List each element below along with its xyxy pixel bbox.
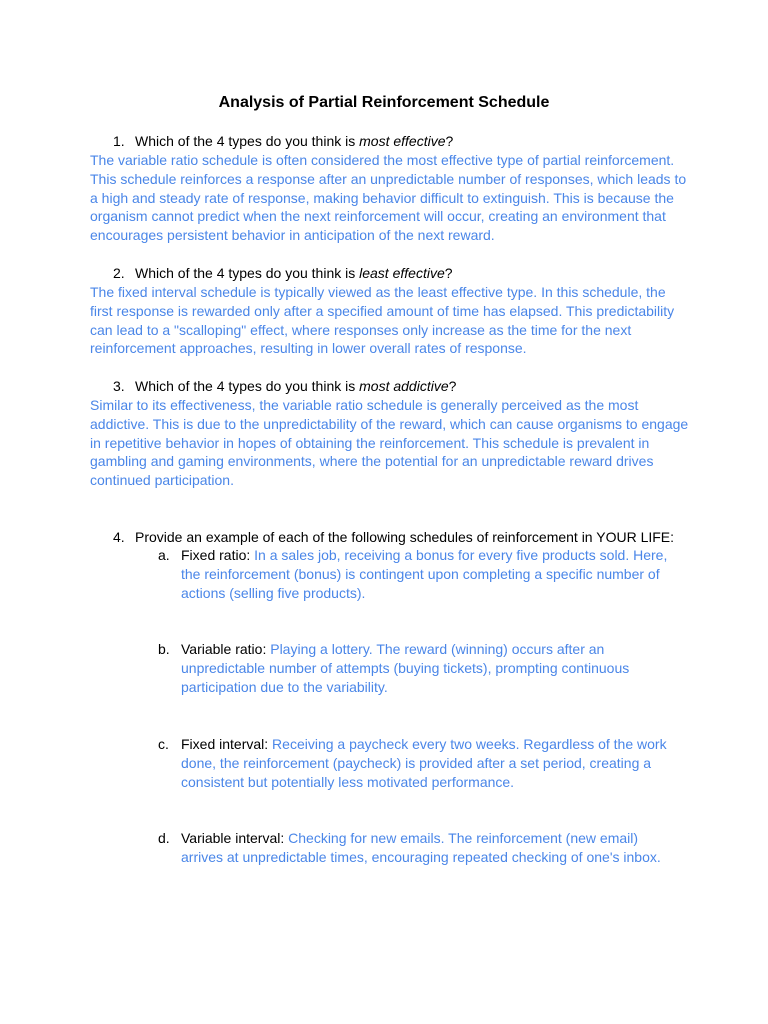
question-text: Provide an example of each of the following schedules of reinforcement in YOUR LIFE: [135,529,675,545]
item-label: Fixed interval: [181,736,273,752]
answer-2: The fixed interval schedule is typically viewed as the least effective type. In this schedule, the first response is rewarded only after a specified amount of time has elapsed. This predictability can lead to a "scalloping" effect, where responses only increase as the time for the next reinforcement approaches, resulting in lower overall rates of response. [90,284,675,357]
item-letter: c. [158,736,169,752]
item-answer: Checking for new emails. The reinforcement (new email) arrives at unpredictable times, encouraging repeated checking of one's inbox. [181,830,661,865]
question-number: 3. [113,378,125,394]
question-1 [113,132,733,151]
question-prefix: Which of the 4 types do you think is [135,378,360,394]
question-emphasis: most effective [359,133,446,149]
item-answer: Receiving a paycheck every two weeks. Regardless of the work done, the reinforcement (paycheck) is provided after a set period, creating a consistent but potentially less motivated performance. [181,736,667,790]
question-suffix: ? [448,378,457,394]
item-answer: In a sales job, receiving a bonus for every five products sold. Here, the reinforcement (bonus) is contingent upon completing a specific number of actions (selling five products). [181,547,668,601]
question-emphasis: most addictive [359,378,449,394]
question-prefix: Which of the 4 types do you think is [135,265,360,281]
question-2 [113,264,733,283]
item-letter: d. [158,830,170,846]
question-prefix: Which of the 4 types do you think is [135,133,360,149]
example-variable-ratio [158,640,678,696]
question-emphasis: least effective [359,265,445,281]
example-fixed-interval [158,735,678,791]
example-variable-interval [158,829,678,867]
question-3 [113,377,733,396]
question-suffix: ? [444,265,453,281]
question-4 [113,528,733,547]
item-answer: Playing a lottery. The reward (winning) occurs after an unpredictable number of attempts (buying tickets), prompting continuous participation due to the variability. [181,641,630,695]
document-title: Analysis of Partial Reinforcement Schedule [218,94,550,111]
item-letter: b. [158,641,170,657]
answer-1: The variable ratio schedule is often considered the most effective type of partial reinforcement. This schedule reinforces a response after an unpredictable number of responses, which leads to a high and steady rate of response, making behavior difficult to extinguish. This is because the organism cannot predict when the next reinforcement will occur, creating an environment that encourages persistent behavior in anticipation of the next reward. [90,152,687,244]
question-number: 4. [113,529,125,545]
question-suffix: ? [445,133,454,149]
question-number: 2. [113,265,125,281]
question-number: 1. [113,133,125,149]
item-label: Fixed ratio: [181,547,255,563]
item-label: Variable interval: [181,830,289,846]
item-letter: a. [158,547,170,563]
answer-3: Similar to its effectiveness, the variable ratio schedule is generally perceived as the most addictive. This is due to the unpredictability of the reward, which can cause organisms to engage in repetitive behavior in hopes of obtaining the reinforcement. This schedule is prevalent in gambling and gaming environments, where the potential for an unpredictable reward drives continued participation. [90,397,689,489]
example-fixed-ratio [158,546,678,602]
item-label: Variable ratio: [181,641,271,657]
